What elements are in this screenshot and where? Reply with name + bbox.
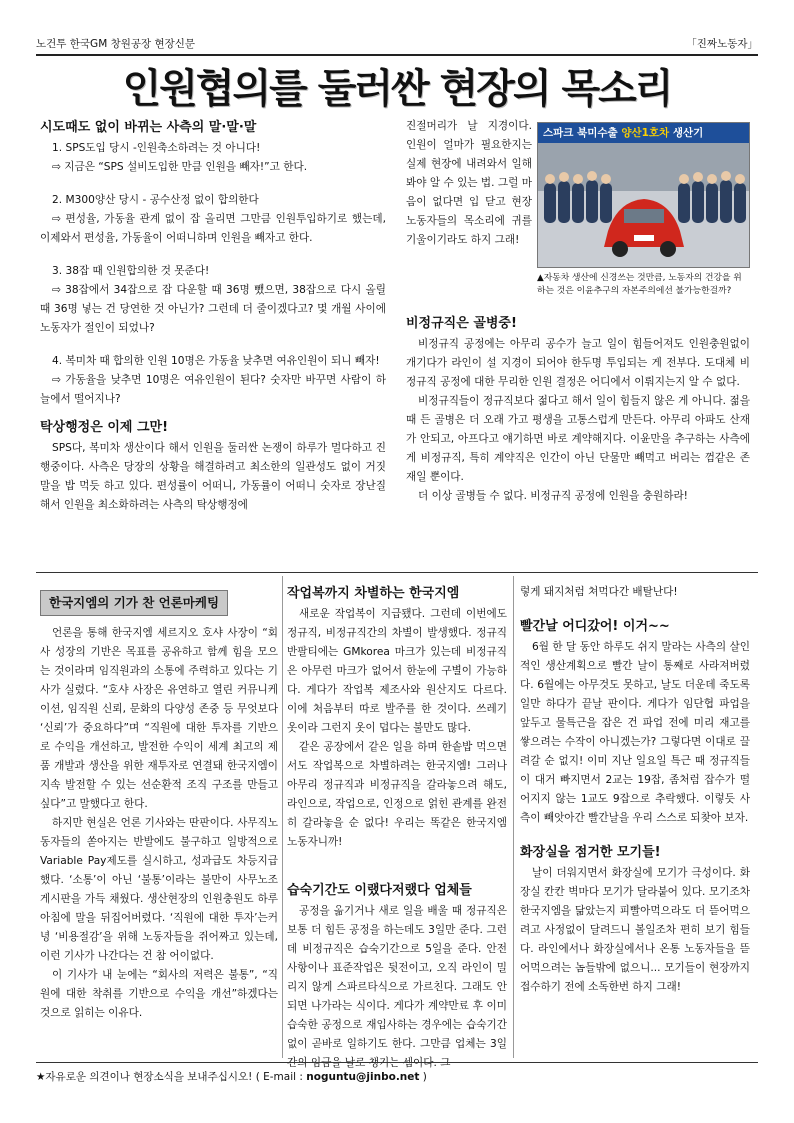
masthead-name: 「진짜노동자」 xyxy=(686,38,758,50)
photo-caption: ▲자동차 생산에 신경쓰는 것만큼, 노동자의 건강을 위하는 것은 이윤추구의 자본주의에선 불가능한걸까? xyxy=(537,273,742,296)
section-divider xyxy=(36,572,758,573)
irregular-p3: 더 이상 골병들 수 없다. 비정규직 공정에 인원을 충원하라! xyxy=(418,490,688,502)
footer xyxy=(36,1068,758,1088)
irregular-heading: 비정규직은 골병중! xyxy=(406,316,517,331)
tactic-heading: 탁상행정은 이제 그만! xyxy=(40,420,169,435)
tactic-body-a: SPS다, 복미차 생산이다 해서 인원을 둘러싼 논쟁이 하루가 멀다하고 진행중이다. 사측은 당장의 상황을 해결하려고 최소한의 일관성도 없이 거짓말을 밥 먹듯 하고 있다. 편성률이 어떠니, 가동률이 어떠니 숫자로 장난질해서 인원을 최소화하려는 사측의 탁상행정에 xyxy=(40,442,386,511)
media-p3: 이 기사가 내 눈에는 “회사의 저력은 불통”, “직원에 대한 착취를 기반으로 수익을 개선”하겠다는 것으로 읽히는 이유다. xyxy=(40,969,278,1019)
red-day-p1: 6월 한 달 동안 하루도 쉬지 말라는 사측의 살인적인 생산계획으로 빨간 날이 통째로 사라져버렸다. 6월에는 아무것도 못하고, 날도 더운데 죽도록 일만 하다가 끝날 판이다. 게다가 임단협 파업을 앞두고 물특근을 잡은 건 파업 전에 미리 재고를 쌓으려는 수작이 아니겠는가? 그렇다면 이대로 끌려갈 순 없지! 이미 지난 일요일 특근 때 정규직들이 대거 빠지면서 2교는 19잡, 좀처럼 잡수가 떨어지지 않는 1교도 9잡으로 추락했다. 이렇듯 사측이 빼앗아간 빨간날을 우리 스스로 되찾아 보자. xyxy=(520,641,750,824)
media-p1: 언론을 통해 한국지엠 세르지오 호샤 사장이 “회사 성장의 기반은 목표를 공유하고 함께 힘을 모으는 것이라며 임직원과의 소통에 주력하고 있다는 기사가 실렸다. “호샤 사장은 유연하고 열린 커뮤니케이션, 임직원 신뢰, 문화의 다양성 존중 등 무엇보다 ‘신뢰’가 중요하다”며 “직원에 대한 투자를 기반으로 수익을 개선하고, 발전한 수익이 세계 최고의 제품 개발과 생산을 위한 재투자로 연결돼 한국지엠이 지속 발전할 수 있는 선순환적 조직 구조를 만들고 싶다”고 말했다고 한다. xyxy=(40,627,278,810)
discrimination-heading: 작업복까지 차별하는 한국지엠 xyxy=(287,586,460,601)
voice-item1-title: 1. SPS도입 당시 -인원축소하려는 것 아니다! xyxy=(52,142,261,154)
photo-image xyxy=(538,143,750,268)
red-day-heading: 빨간날 어디갔어! 이거~~ xyxy=(520,619,670,634)
column-rule-2 xyxy=(513,576,514,1058)
photo-banner-a: 스파크 북미수출 xyxy=(543,127,622,139)
footer-close: ) xyxy=(419,1071,427,1083)
toilet-heading: 화장실을 점거한 모기들! xyxy=(520,845,661,860)
discrimination-p1: 새로운 작업복이 지급됐다. 그런데 이번에도 정규직, 비정규직간의 차별이 발생했다. 정규직 반팔티에는 GMkorea 마크가 있는데 비정규직은 아무런 마크가 없어서 한눈에 구별이 가능하다. 게다가 작업복 제조사와 원산지도 다르다. 이에 처음부터 따로 발주를 한 것이다. 쓰레기 옷이라 그런지 옷이 덥다는 불만도 많다. xyxy=(287,608,507,734)
media-p2: 하지만 현실은 언론 기사와는 딴판이다. 사무직노동자들의 쏟아지는 반발에도 불구하고 일방적으로 Variable Pay제도를 실시하고, 성과급도 차등지급했다. ‘소통’이 아닌 ‘불통’이라는 불만이 사무노조게시판을 가득 채웠다. 생산현장의 인원충원도 하루 아침에 말을 뒤집어버렸다. ‘직원에 대한 투자’는커녕 ‘비용절감’을 위해 노동자들을 쥐어짜고 있는데, 이런 기사가 나간다는 건 참 어이없다. xyxy=(40,817,278,962)
voice-heading: 시도때도 없이 바뀌는 사측의 말·말·말 xyxy=(40,120,257,135)
tactic-continued xyxy=(406,117,532,250)
voice-item2-title: 2. M300양산 당시 - 공수산정 없이 합의한다 xyxy=(52,194,259,206)
training-heading: 습숙기간도 이랬다저랬다 업체들 xyxy=(287,883,472,898)
right-column xyxy=(520,583,750,997)
toilet-p1: 날이 더워지면서 화장실에 모기가 극성이다. 화장실 칸칸 벽마다 모기가 달라붙어 있다. 모기조차 한국지엠을 닮았는지 피빨아먹으라도 더 뜯어먹으려고 사정없이 달려드니 볼일조차 편히 보기 힘들다. 라인에서나 화장실에서나 온통 노동자들을 뜯어먹으려는 놈들밖에 없으니... 모기들이 현장까지 접수하기 전에 소독한번 하지 그래! xyxy=(520,867,750,993)
irregular-p1: 비정규직 공정에는 아무리 공수가 늘고 일이 힘들어져도 인원충원없이 개기다가 라인이 설 지경이 되어야 한두명 투입되는 게 전부다. 도대체 비정규직 공정에 대한 무리한 인원 결정은 어디에서 이뤄지는지 알 수 없다. xyxy=(406,338,750,388)
voice-item3-title: 3. 38잡 때 인원합의한 것 못준다! xyxy=(52,265,210,277)
media-heading: 한국지엠의 기가 찬 언론마케팅 xyxy=(40,590,228,616)
middle-column xyxy=(287,583,507,1073)
footer-email[interactable]: noguntu@jinbo.net xyxy=(306,1071,420,1083)
page-title: 인원협의를 둘러싼 현장의 목소리 xyxy=(122,66,672,112)
tactic-body-b: 진절머리가 날 지경이다. 인원이 얼마가 필요한지는 실제 현장에 내려와서 일해 봐야 알 수 있는 법. 그럴 마음이 없다면 입 닫고 현장 노동자들의 목소리에 귀를 기울이기라도 하지 그래! xyxy=(406,120,532,246)
training-p1: 공정을 옮기거나 새로 일을 배울 때 정규직은 보통 더 힘든 공정을 하는데도 3일만 준다. 그런데 비정규직은 습숙기간으로 5일을 준다. 안전사항이나 표준작업은 뒷전이고, 오직 라인이 밀리지 않게 스파르타식으로 가르친다. 그래도 안되면 나가라는 식이다. 게다가 계약만료 후 이미 습숙한 공정으로 재입사하는 경우에는 습숙기간 없이 곧바로 일하기도 한다. 그만큼 업체는 3일간의 임금을 날로 챙기는 셈이다. 그 xyxy=(287,905,507,1069)
voice-item1-body: ⇨ 지금은 “SPS 설비도입한 만큼 인원을 빼자!”고 한다. xyxy=(52,161,308,173)
footer-divider xyxy=(36,1062,758,1063)
column-rule-1 xyxy=(282,576,283,1058)
irregular-p2: 비정규직들이 정규직보다 젊다고 해서 일이 힘들지 않은 게 아니다. 젊을 때 든 골병은 더 오래 가고 평생을 고통스럽게 만든다. 아무리 아파도 산재가 안되고, 아프다고 얘기하면 바로 계약해지다. 이윤만을 추구하는 사측에게 비정규직, 특히 계약직은 인간이 아닌 단물만 빼먹고 버리는 껌같은 존재일 뿐이다. xyxy=(406,395,750,483)
red-day-intro: 렇게 돼지처럼 쳐먹다간 배탈난다! xyxy=(520,586,678,598)
voice-section xyxy=(40,117,386,515)
voice-item3-body: ⇨ 38잡에서 34잡으로 잡 다운할 때 36명 뺐으면, 38잡으로 다시 올릴 때 36명 넣는 건 당연한 것 아닌가? 그런데 더 줄이겠다고? 몇 개월 사이에 노동자가 절인이 되었나? xyxy=(40,284,386,334)
footer-text: ★자유로운 의견이나 현장소식을 보내주십시오! ( E-mail : xyxy=(36,1071,307,1083)
voice-item2-body: ⇨ 편성율, 가동율 관계 없이 잡 올리면 그만큼 인원투입하기로 했는데, 이제와서 편성율, 가동율이 어떠니하며 인원을 빼자고 한다. xyxy=(40,213,386,244)
media-section xyxy=(40,590,278,1023)
photo-banner-highlight: 양산1호차 xyxy=(621,127,670,139)
voice-item4-body: ⇨ 가동율을 낮추면 10명은 여유인원이 된다? 숫자만 바꾸면 사람이 하늘에서 떨어지나? xyxy=(40,374,386,405)
irregular-section xyxy=(406,313,750,506)
discrimination-p2: 같은 공장에서 같은 일을 하며 한솥밥 먹으면서도 작업복으로 차별하려는 한국지엠! 그러나 아무리 정규직과 비정규직을 갈라놓으려 해도, 라인으로, 작업으로, 인정으로 얽힌 관계를 완전히 갈라놓을 순 없다! 우리는 똑같은 한국지엠 노동자니까! xyxy=(287,741,507,848)
masthead-publisher: 노건투 한국GM 창원공장 현장신문 xyxy=(36,38,196,50)
masthead xyxy=(36,36,758,56)
photo-banner xyxy=(538,123,749,143)
voice-item4-title: 4. 복미차 때 합의한 인원 10명은 가동율 낮추면 여유인원이 되니 빼자! xyxy=(52,355,380,367)
news-photo xyxy=(537,122,750,268)
photo-banner-b: 생산기 xyxy=(669,127,704,139)
